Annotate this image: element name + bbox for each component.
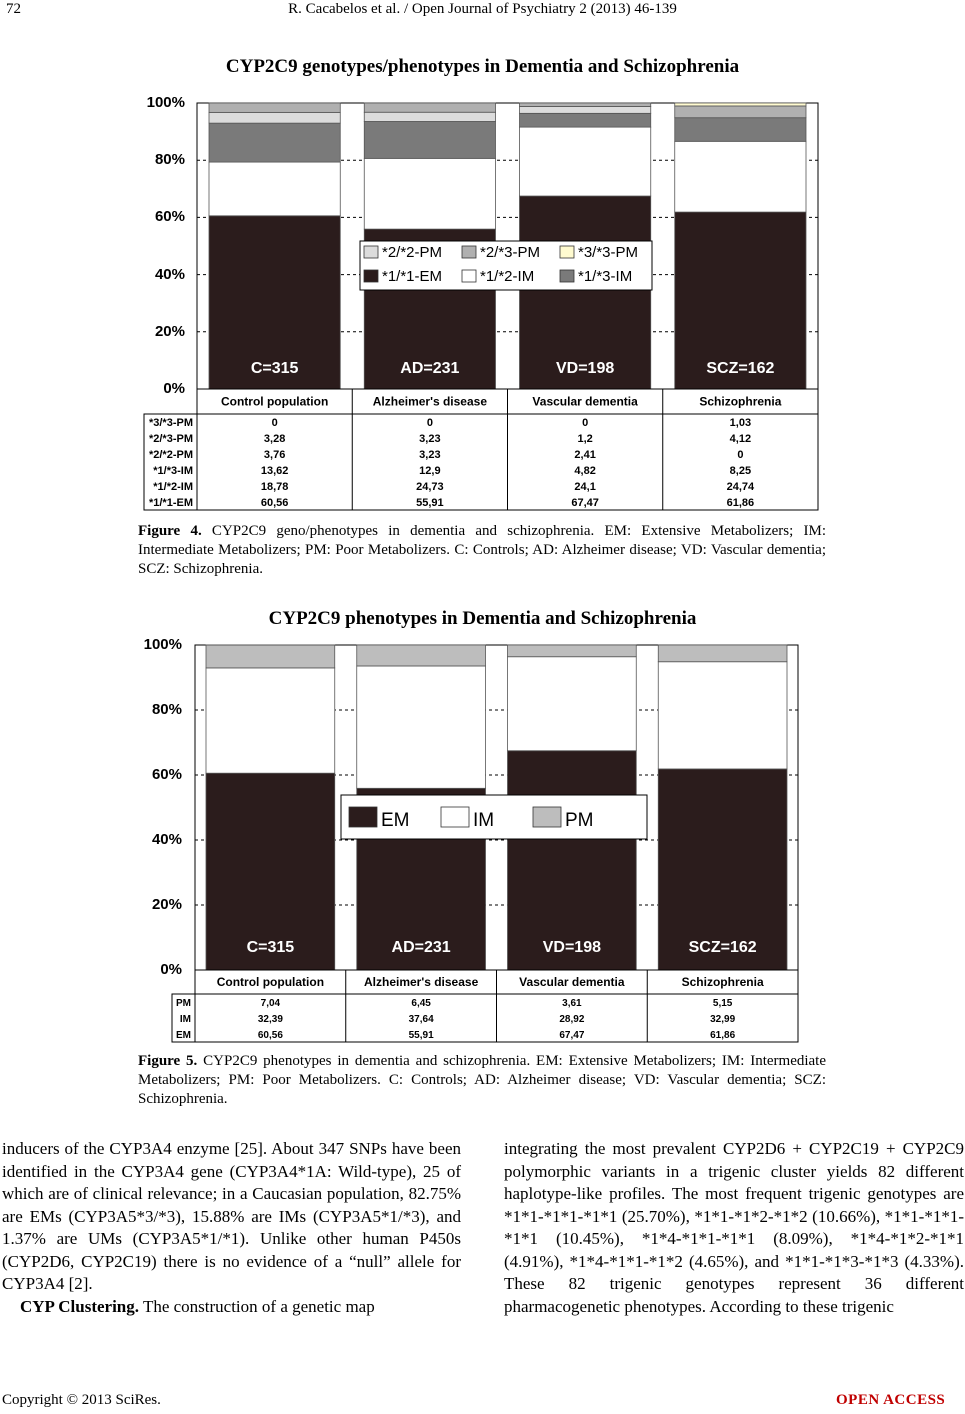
table-row-header: PM <box>176 998 191 1009</box>
figure5-ytick: 0% <box>160 961 182 978</box>
table-cell: 3,76 <box>263 449 286 461</box>
figure5-caption <box>138 1052 826 1109</box>
bar-label: C=315 <box>250 360 299 377</box>
bar-label: SCZ=162 <box>688 939 757 956</box>
figure4-ytick: 80% <box>154 151 185 168</box>
legend-label: PM <box>565 810 594 831</box>
legend-swatch <box>349 807 377 827</box>
table-column-header: Control population <box>220 394 329 409</box>
table-cell: 55,91 <box>408 1030 434 1041</box>
table-column-header: Schizophrenia <box>681 975 764 989</box>
figure5-ytick: 100% <box>143 636 182 653</box>
legend-label: IM <box>473 810 495 831</box>
table-row-header: *2/*3-PM <box>148 433 193 445</box>
table-column-header: Alzheimer's disease <box>364 975 479 989</box>
bar-segment <box>508 645 637 657</box>
table-cell: 12,9 <box>419 465 441 477</box>
figure5-ytick: 20% <box>151 896 182 913</box>
legend-swatch <box>441 807 469 827</box>
table-cell: 24,1 <box>574 481 596 493</box>
table-column-header: Schizophrenia <box>699 394 782 409</box>
table-cell: 24,73 <box>416 481 444 493</box>
legend-swatch <box>533 807 561 827</box>
table-cell: 67,47 <box>559 1030 585 1041</box>
section-heading: CYP Clustering. <box>20 1296 139 1316</box>
table-cell: 5,15 <box>712 998 733 1009</box>
bar-segment <box>658 662 787 769</box>
legend-label: *2/*3-PM <box>480 244 541 261</box>
table-row-header: *1/*1-EM <box>148 497 193 509</box>
body-paragraph-text: The construction of a genetic map <box>139 1296 375 1316</box>
table-row-header: *2/*2-PM <box>148 449 193 461</box>
table-column-header: Vascular dementia <box>519 975 625 989</box>
legend-label: *3/*3-PM <box>578 244 639 261</box>
table-cell: 4,12 <box>729 433 752 445</box>
table-column-header: Vascular dementia <box>532 394 638 409</box>
table-row-header: *3/*3-PM <box>148 417 193 429</box>
bar-segment <box>206 645 335 668</box>
table-cell: 3,23 <box>419 449 441 461</box>
table-cell: 18,78 <box>260 481 289 493</box>
table-cell: 3,23 <box>419 433 441 445</box>
legend-label: *1/*2-IM <box>480 268 535 285</box>
bar-label: AD=231 <box>400 360 460 377</box>
table-cell: 37,64 <box>408 1014 434 1025</box>
bar-segment <box>508 751 637 970</box>
figure4-caption-label: Figure 4. <box>138 523 202 539</box>
figure5-caption-text: CYP2C9 phenotypes in dementia and schizophrenia. EM: Extensive Metabolizers; IM: Intermediate Metabolizers; PM: Poor Metabolizers. C: Controls; AD: Alzheimer disease; VD: Vascular dementia; SCZ: Schizophrenia. <box>138 1053 826 1107</box>
table-cell: 1,2 <box>577 433 593 445</box>
bar-segment <box>206 668 335 773</box>
table-cell: 0 <box>582 417 589 429</box>
table-column-header: Alzheimer's disease <box>372 394 487 409</box>
figure4-ytick: 60% <box>154 208 185 225</box>
bar-label: VD=198 <box>555 360 615 377</box>
table-cell: 13,62 <box>260 465 289 477</box>
table-cell: 6,45 <box>411 998 431 1009</box>
page-number: 72 <box>6 1 21 17</box>
table-cell: 67,47 <box>571 497 599 509</box>
copyright: Copyright © 2013 SciRes. <box>2 1392 161 1408</box>
table-row-header: *1/*2-IM <box>153 481 193 493</box>
figure4-ytick: 40% <box>154 266 185 283</box>
table-cell: 4,82 <box>574 465 596 477</box>
open-access-label: OPEN ACCESS <box>836 1392 946 1408</box>
body-right-column <box>504 1138 964 1318</box>
table-row-header: IM <box>179 1014 191 1025</box>
figure4-ytick: 100% <box>146 94 185 111</box>
table-row-header: EM <box>176 1030 191 1041</box>
figure5-title: CYP2C9 phenotypes in Dementia and Schizophrenia <box>268 608 697 629</box>
table-cell: 55,91 <box>416 497 444 509</box>
figure5-ytick: 80% <box>151 701 182 718</box>
figure4-ytick: 20% <box>154 323 185 340</box>
bar-segment <box>508 657 637 751</box>
table-cell: 1,03 <box>729 417 752 429</box>
body-paragraph: integrating the most prevalent CYP2D6 + CYP2C19 + CYP2C9 polymorphic variants in a trigenic cluster yields 82 different haplotype-like profiles. The most frequent trigenic genotypes are *1*1-*1*1-*1*1 (25.70%), *1*1-*1*2-*1*2 (10.66%), *1*1-*1*1-*1*1 (10.45%), *1*4-*1*1-*1*1 (8.09%), *1*4-*1*2-*1*1 (4.91%), *1*4-*1*1-*1*2 (4.65%), and *1*1-*1*3-*1*3 (4.33%). These 82 trigenic genotypes represent 36 different pharmacogenetic phenotypes. According to these trigenic <box>504 1139 964 1316</box>
table-cell: 3,61 <box>562 998 582 1009</box>
bar-segment <box>658 645 787 662</box>
table-cell: 0 <box>271 417 278 429</box>
running-header: R. Cacabelos et al. / Open Journal of Psychiatry 2 (2013) 46-139 <box>288 1 677 17</box>
table-cell: 28,92 <box>559 1014 585 1025</box>
body-paragraph: inducers of the CYP3A4 enzyme [25]. About 347 SNPs have been identified in the CYP3A4 gene (CYP3A4*1A: Wild-type), 25 of which are of clinical relevance; in a Caucasian population, 82.75% are EMs (CYP3A5*3/*3), 15.88% are IMs (CYP3A5*1/*3), and 1.37% are UMs (CYP3A5*1/*1). Unlike other human P450s (CYP2D6, CYP2C19) there is no evidence of a “null” allele for CYP3A4 [2]. <box>2 1139 461 1293</box>
table-cell: 24,74 <box>726 481 755 493</box>
bar-segment <box>357 645 486 666</box>
figure4-ytick: 0% <box>163 380 185 397</box>
table-cell: 7,04 <box>260 998 281 1009</box>
legend-label: EM <box>381 810 410 831</box>
table-cell: 60,56 <box>260 497 289 509</box>
bar-segment <box>357 666 486 788</box>
figure5-caption-label: Figure 5. <box>138 1053 198 1069</box>
table-cell: 61,86 <box>710 1030 736 1041</box>
table-row-header: *1/*3-IM <box>153 465 193 477</box>
table-cell: 8,25 <box>729 465 752 477</box>
table-cell: 32,39 <box>257 1014 283 1025</box>
figure4-title: CYP2C9 genotypes/phenotypes in Dementia and Schizophrenia <box>225 56 740 77</box>
figure5-ytick: 40% <box>151 831 182 848</box>
bar-label: VD=198 <box>542 939 602 956</box>
table-cell: 32,99 <box>710 1014 736 1025</box>
table-cell: 3,28 <box>263 433 286 445</box>
bar-label: C=315 <box>246 939 295 956</box>
body-paragraph <box>2 1296 461 1319</box>
figure5-ytick: 60% <box>151 766 182 783</box>
legend-label: *2/*2-PM <box>382 244 443 261</box>
table-cell: 2,41 <box>574 449 596 461</box>
table-cell: 61,86 <box>726 497 755 509</box>
table-cell: 0 <box>426 417 433 429</box>
table-cell: 0 <box>737 449 744 461</box>
legend-label: *1/*3-IM <box>578 268 633 285</box>
figure4-caption-text: CYP2C9 geno/phenotypes in dementia and schizophrenia. EM: Extensive Metabolizers; IM: Intermediate Metabolizers; PM: Poor Metabolizers. C: Controls; AD: Alzheimer disease; VD: Vascular dementia; SCZ: Schizophrenia. <box>138 523 827 577</box>
body-left-column <box>2 1138 461 1318</box>
bar-label: AD=231 <box>391 939 451 956</box>
table-cell: 60,56 <box>257 1030 283 1041</box>
table-column-header: Control population <box>216 975 325 989</box>
bar-label: SCZ=162 <box>706 360 775 377</box>
legend-label: *1/*1-EM <box>382 268 443 285</box>
